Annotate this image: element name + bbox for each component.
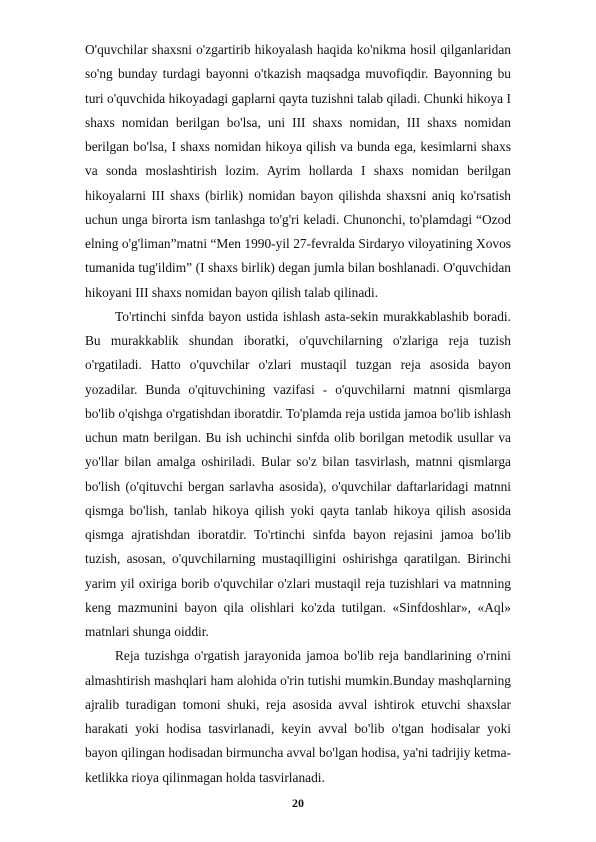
page-number: 20 [292,796,304,810]
paragraph-3: Reja tuzishga o'rgatish jarayonida jamoa bo'lib reja bandlarining o'rnini almashtirish mashqlari ham alohida o'rin tutishi mumkin.Bunday mashqlarning ajralib turadigan tomoni shuki, reja asosida avval ishtirok etuvchi shaxslar harakati yoki hodisa tasvirlanadi, keyin avval bo'lib o'tgan hodisalar yoki bayon qilingan hodisadan birmuncha avval bo'lgan hodisa, ya'ni tadrijiy ketma-ketlikka rioya qilinmagan holda tasvirlanadi. [85,648,511,785]
paragraph-2: To'rtinchi sinfda bayon ustida ishlash asta-sekin murakkablashib boradi. Bu murakkablik shundan iboratki, o'quvchilarning o'zlariga reja tuzish o'rgatiladi. Hatto o'quvchilar o'zlari mustaqil tuzgan reja asosida bayon yozadilar. Bunda o'qituvchining vazifasi - o'quvchilarni matnni qismlarga bo'lib o'qishga o'rgatishdan iboratdir. To'plamda reja ustida jamoa bo'lib ishlash uchun matn berilgan. Bu ish uchinchi sinfda olib borilgan metodik usullar va yo'llar bilan amalga oshiriladi. Bular so'z bilan tasvirlash, matnni qismlarga bo'lish (o'qituvchi bergan sarlavha asosida), o'quvchilar daftarlaridagi matnni qismga bo'lish, tanlab hikoya qilish yoki qayta tanlab hikoya qilish asosida qismga ajratishdan iboratdir. To'rtinchi sinfda bayon rejasini jamoa bo'lib tuzish, asosan, o'quvchilarning mustaqilligini oshirishga qaratilgan. Birinchi yarim yil oxiriga borib o'quvchilar o'zlari mustaqil reja tuzishlari va matnning keng mazmunini bayon qila olishlari ko'zda tutilgan. «Sinfdoshlar», «Aql» matnlari shunga oiddir. [85,308,511,639]
paragraph-1: O'quvchilar shaxsni o'zgartirib hikoyalash haqida ko'nikma hosil qilganlaridan so'ng bunday turdagi bayonni o'tkazish maqsadga muvofiqdir. Bayonning bu turi o'quvchida hikoyadagi gaplarni qayta tuzishni talab qiladi. Chunki hikoya I shaxs nomidan berilgan bo'lsa, uni III shaxs nomidan, III shaxs nomidan berilgan bo'lsa, I shaxs nomidan hikoya qilish va bunda ega, kesimlarni shaxs va sonda moslashtirish lozim. Ayrim hollarda I shaxs nomidan berilgan hikoyalarni III shaxs (birlik) nomidan bayon qilishda shaxsni aniq ko'rsatish uchun unga birorta ism tanlashga to'g'ri keladi. Chunonchi, to'plamdagi “Ozod elning o'g'liman”matni “Men 1990-yil 27-fevralda Sirdaryo viloyatining Xovos tumanida tug'ildim” (I shaxs birlik) degan jumla bilan boshlanadi. O'quvchidan hikoyani III shaxs nomidan bayon qilish talab qilinadi. [85,42,511,300]
document-page [85,38,511,790]
